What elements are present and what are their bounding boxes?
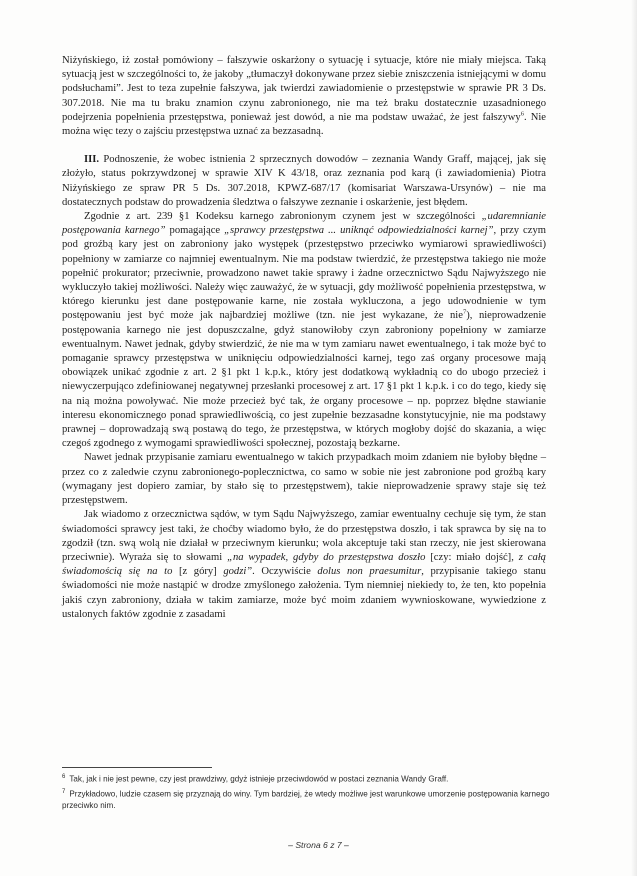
quoted-phrase: godzi” (223, 566, 253, 578)
footnote-ref: 6 (520, 110, 524, 118)
quoted-phrase: z całą świadomością się na to (62, 551, 546, 578)
paragraph-gap (62, 139, 546, 153)
section-number: III. (84, 154, 100, 166)
text-run: , przy czym pod groźbą kary jest on zabroniony jako występek (przestępstwo przeciwko wymiarowi sprawiedliwości) popełniony w zamiarze co najmniej ewentualnym. Nie ma podstaw twierdzić, że przestępstwa takiego nie może popełnić prokurator; przeciwnie, prowadzono nawet takie sprawy i żadne orzecznictwo Sądu Najwyższego nie wykluczyło takiej możliwości. Należy więc zauważyć, że w sytuacji, gdy możliwość popełnienia przestępstwa, w którego kierunku jest dane postępowanie karne, nie została wykluczona, a jego udowodnienie w tym postępowaniu jest być może jak najbardziej możliwe (tzn. nie jest wykazane, że nie (62, 225, 546, 322)
text-run: Nawet jednak przypisanie zamiaru ewentualnego w takich przypadkach moim zdaniem nie byłoby błędne – przez co z zaledwie czynu zabronionego-poplecznictwa, co samo w sobie nie jest zabronione pod groźbą kary (wymagany jest dopiero zamiar, by stało się to przestępstwem), takie nieprowadzenie sprawy staje się też przestępstwem. (62, 452, 546, 507)
text-run: Niżyńskiego, iż został pomówiony – fałszywie oskarżony o sytuację i sytuacje, które nie miały miejsca. Taką sytuacją jest w szczególności to, że jakoby „tłumaczył dokonywane przez siebie zniszczenia istniejącymi w domu podsłuchami”. Jest to teza zupełnie fałszywa, jak twierdzi zawiadomienie o przestępstwie w sprawie PR 3 Ds. 307.2018. Nie ma tu braku znamion czynu zabronionego, nie ma też braku dostatecznie uzasadnionego podejrzenia popełnienia przestępstwa, ponieważ jest dowód, a nie ma podstaw uważać, że jest fałszywy (62, 55, 546, 123)
footnote-7 (62, 786, 552, 813)
footnotes (62, 771, 552, 812)
text-run: Jak wiadomo z orzecznictwa sądów, w tym Sądu Najwyższego, zamiar ewentualny cechuje się tym, że stan świadomości sprawcy jest taki, że choćby wiadomo było, że do przestępstwa doszło, i tak sprawca by się na to zgodził (tzn. swą wolą nie działał w przeciwnym kierunku; wola akceptuje taki stan rzeczy, nie jest skierowana przeciwnie). Wyraża się to słowami (62, 509, 546, 563)
quoted-phrase: „na wypadek, gdyby do przestępstwa doszło (227, 551, 426, 563)
quoted-phrase: „sprawcy przestępstwa ... uniknąć odpowiedzialności karnej” (224, 225, 494, 237)
paragraph-p1 (62, 54, 546, 139)
text-run: [czy: miało dojść], (425, 551, 519, 563)
text-run: Podnoszenie, że wobec istnienia 2 sprzecznych dowodów – zeznania Wandy Graff, mającej, jak się złożyło, status pokrzywdzonej w sprawie XIV K 43/18, oraz zeznania pod karą (i zawiadomienia) Piotra Niżyńskiego ze spraw PR 5 Ds. 307.2018, KPWZ-687/17 (komisariat Warszawa-Ursynów) – nie ma dostatecznych podstaw do prowadzenia śledztwa o fałszywe zeznanie i oskarżenie, jest błędem. (62, 154, 546, 208)
paragraph-p3 (62, 210, 546, 451)
paragraph-p5 (62, 508, 546, 622)
quoted-phrase: „udaremnianie postępowania karnego” (62, 211, 546, 237)
page-number: – Strona 6 z 7 – (288, 840, 349, 850)
text-run: , przypisanie takiego stanu świadomości nie może nastąpić w drodze zmyślonego założenia. Tym niemniej niekiedy to, że ten, kto popełnia jakiś czyn zabroniony, działa w takim zamiarze, może być moim zdaniem wywnioskowane, wywiedzione z ustalonych faktów zgodnie z zasadami (62, 566, 546, 620)
text-run: Zgodnie z art. 239 §1 Kodeksu karnego zabronionym czynem jest w szczególności (84, 211, 482, 223)
footnote-text: Przykładowo, ludzie czasem się przyznają do winy. Tym bardziej, że wtedy możliwe jest warunkowe umorzenie postępowania karnego przeciwko nim. (62, 789, 550, 811)
footnote-text: Tak, jak i nie jest pewne, czy jest prawdziwy, gdyż istnieje przeciwdowód w postaci zeznania Wandy Graff. (69, 774, 449, 784)
body-text (62, 54, 546, 622)
quoted-phrase: dolus non praesumitur (317, 566, 422, 578)
text-run: [z góry] (172, 566, 224, 578)
scan-edge-shadow (631, 0, 637, 876)
footnote-6 (62, 771, 552, 786)
paragraph-p4 (62, 451, 546, 508)
footnote-ref: 7 (462, 308, 467, 316)
text-run: pomagające (165, 225, 225, 237)
text-run: ), nieprowadzenie postępowania karnego nie jest dopuszczalne, gdyż stanowiłoby czyn zabroniony popełniony w zamiarze ewentualnym. Nawet jednak, gdyby stwierdzić, że nie ma w tym zamiaru nawet ewentualnego, i tak może być to pomaganie sprawcy przestępstwa w uniknięciu odpowiedzialności karnej, tego zaś organy procesowe mają obowiązek unikać zgodnie z art. 2 §1 pkt 1 k.p.k., który jest dodatkową wykładnią co do ubogo przecież i niewyczerpująco zdefiniowanej negatywnej przesłanki procesowej z art. 17 §1 pkt 1 k.p.k. i co do tego, kiedy się na nią można powoływać. Nie może przecież być tak, że organy procesowe – np. poprzez błędne stawianie interesu ekonomicznego ponad sprawiedliwością, co jest zupełnie bezzasadne konstytucyjnie, nie ma podstawy prawnej – doprowadzają swą postawą do tego, że przestępstwa, w których mogłoby dojść do skazania, a więc czegoś zgodnego z wymogami sprawiedliwości społecznej, pozostają bezkarne. (62, 310, 547, 450)
text-run: . Oczywiście (252, 566, 318, 578)
footnote-number: 7 (62, 788, 66, 795)
footnote-number: 6 (62, 774, 66, 780)
footnote-separator (62, 767, 212, 768)
paragraph-p2 (62, 153, 546, 210)
text-run: . Nie można więc tezy o zajściu przestępstwa uznać za bezzasadną. (62, 111, 546, 138)
